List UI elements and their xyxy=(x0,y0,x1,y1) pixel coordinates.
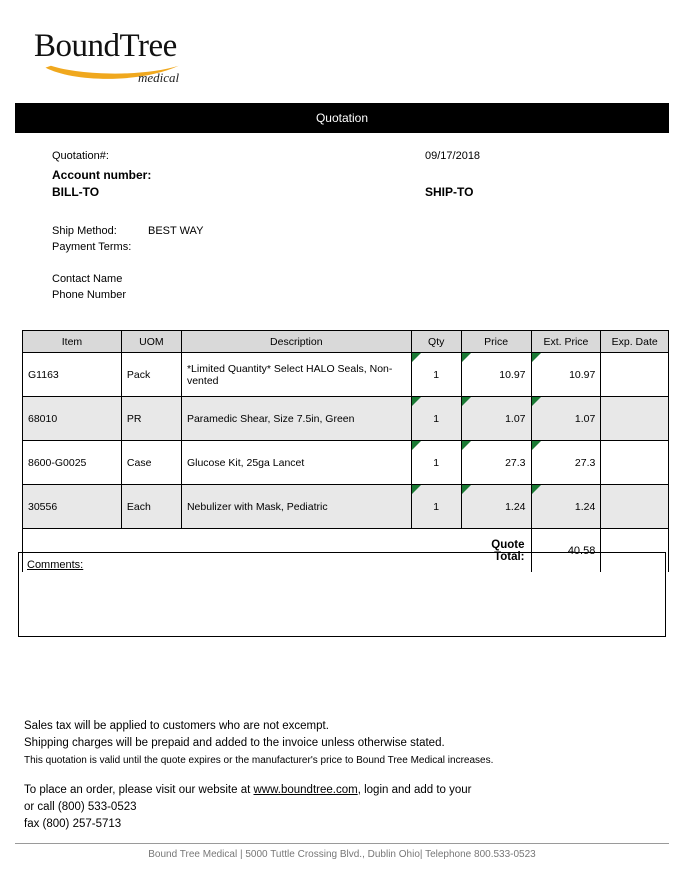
cell-description: Paramedic Shear, Size 7.5in, Green xyxy=(181,397,411,441)
account-number-label: Account number: xyxy=(52,168,152,182)
cell-price-value: 10.97 xyxy=(499,368,526,381)
quotation-date: 09/17/2018 xyxy=(425,150,481,162)
table-row xyxy=(23,485,669,529)
ship-to-label: SHIP-TO xyxy=(425,185,474,199)
document-footer: Bound Tree Medical | 5000 Tuttle Crossing Blvd., Dublin Ohio| Telephone 800.533-0523 xyxy=(15,843,669,860)
cell-item: 8600-G0025 xyxy=(23,441,122,485)
logo-word-tree: Tree xyxy=(119,28,177,64)
cell-ext-price xyxy=(531,441,601,485)
bill-to-label: BILL-TO xyxy=(52,185,100,199)
note-corner-icon xyxy=(532,441,541,450)
cell-price-value: 1.07 xyxy=(505,412,526,425)
note-corner-icon xyxy=(462,397,471,406)
cell-description: Glucose Kit, 25ga Lancet xyxy=(181,441,411,485)
cell-exp-date xyxy=(601,485,669,529)
cell-item: 30556 xyxy=(23,485,122,529)
cell-uom: PR xyxy=(121,397,181,441)
column-header-qty: Qty xyxy=(411,331,461,353)
cell-description: *Limited Quantity* Select HALO Seals, Non-vented xyxy=(181,353,411,397)
cell-exp-date xyxy=(601,397,669,441)
note-corner-icon xyxy=(462,441,471,450)
quotation-number-label: Quotation#: xyxy=(52,150,109,162)
table-row xyxy=(23,353,669,397)
cell-price xyxy=(461,485,531,529)
cell-qty xyxy=(411,397,461,441)
cell-qty-value: 1 xyxy=(433,500,440,513)
phone-number-label: Phone Number xyxy=(52,289,126,301)
legal-line-order xyxy=(24,782,664,799)
note-corner-icon xyxy=(412,441,421,450)
quote-total-label-line2: Total: xyxy=(494,550,525,563)
legal-line-validity: This quotation is valid until the quote expires or the manufacturer's price to Bound Tree Medical increases. xyxy=(24,755,494,766)
cell-qty xyxy=(411,441,461,485)
column-header-price: Price xyxy=(461,331,531,353)
cell-description: Nebulizer with Mask, Pediatric xyxy=(181,485,411,529)
comments-label: Comments: xyxy=(27,559,84,571)
cell-ext-price-value: 1.07 xyxy=(574,412,596,425)
note-corner-icon xyxy=(532,397,541,406)
cell-qty-value: 1 xyxy=(433,412,440,425)
cell-ext-price-value: 10.97 xyxy=(569,368,596,381)
note-corner-icon xyxy=(462,485,471,494)
website-link[interactable]: www.boundtree.com xyxy=(253,784,358,796)
cell-price-value: 1.24 xyxy=(505,500,526,513)
note-corner-icon xyxy=(462,353,471,362)
document-title-bar xyxy=(15,103,669,133)
table-header-row xyxy=(23,331,669,353)
cell-ext-price-value: 27.3 xyxy=(574,456,596,469)
cell-uom: Each xyxy=(121,485,181,529)
contact-name-label: Contact Name xyxy=(52,273,123,285)
column-header-ext-price: Ext. Price xyxy=(531,331,601,353)
cell-ext-price xyxy=(531,353,601,397)
column-header-exp-date: Exp. Date xyxy=(601,331,669,353)
logo-tagline: medical xyxy=(138,70,180,85)
note-corner-icon xyxy=(412,397,421,406)
ship-method-label: Ship Method: xyxy=(52,225,117,237)
cell-qty xyxy=(411,485,461,529)
comments-box[interactable] xyxy=(18,552,666,637)
cell-price xyxy=(461,441,531,485)
cell-qty-value: 1 xyxy=(433,368,440,381)
cell-ext-price-value: 1.24 xyxy=(574,500,596,513)
cell-item: G1163 xyxy=(23,353,122,397)
column-header-uom: UOM xyxy=(121,331,181,353)
cell-qty xyxy=(411,353,461,397)
cell-exp-date xyxy=(601,353,669,397)
cell-uom: Case xyxy=(121,441,181,485)
table-row xyxy=(23,441,669,485)
ship-method-value: BEST WAY xyxy=(148,225,204,237)
note-corner-icon xyxy=(532,353,541,362)
quote-total-value: 40.58 xyxy=(531,529,601,573)
note-corner-icon xyxy=(532,485,541,494)
header-info xyxy=(0,150,684,305)
table-row xyxy=(23,397,669,441)
payment-terms-label: Payment Terms: xyxy=(52,241,132,253)
column-header-description: Description xyxy=(181,331,411,353)
column-header-item: Item xyxy=(23,331,122,353)
legal-line-shipping: Shipping charges will be prepaid and added to the invoice unless otherwise stated. xyxy=(24,737,445,749)
cell-ext-price xyxy=(531,397,601,441)
legal-line-phone: or call (800) 533-0523 xyxy=(24,801,137,813)
company-logo xyxy=(34,30,294,88)
cell-qty-value: 1 xyxy=(433,456,440,469)
line-items-table xyxy=(22,330,669,572)
note-corner-icon xyxy=(412,353,421,362)
order-text-prefix: To place an order, please visit our website at xyxy=(24,784,254,796)
logo-word-bound: Bound xyxy=(34,28,120,64)
cell-uom: Pack xyxy=(121,353,181,397)
cell-price xyxy=(461,397,531,441)
cell-item: 68010 xyxy=(23,397,122,441)
note-corner-icon xyxy=(412,485,421,494)
legal-notes xyxy=(24,718,664,833)
legal-line-tax: Sales tax will be applied to customers who are not excempt. xyxy=(24,720,329,732)
cell-price xyxy=(461,353,531,397)
cell-ext-price xyxy=(531,485,601,529)
quote-total-label-line1: Quote xyxy=(491,538,525,551)
page-title: Quotation xyxy=(315,111,369,125)
cell-exp-date xyxy=(601,441,669,485)
legal-line-fax: fax (800) 257-5713 xyxy=(24,818,122,830)
order-text-suffix: , login and add to your xyxy=(357,784,472,796)
logo-wordmark xyxy=(34,30,294,63)
cell-price-value: 27.3 xyxy=(505,456,526,469)
